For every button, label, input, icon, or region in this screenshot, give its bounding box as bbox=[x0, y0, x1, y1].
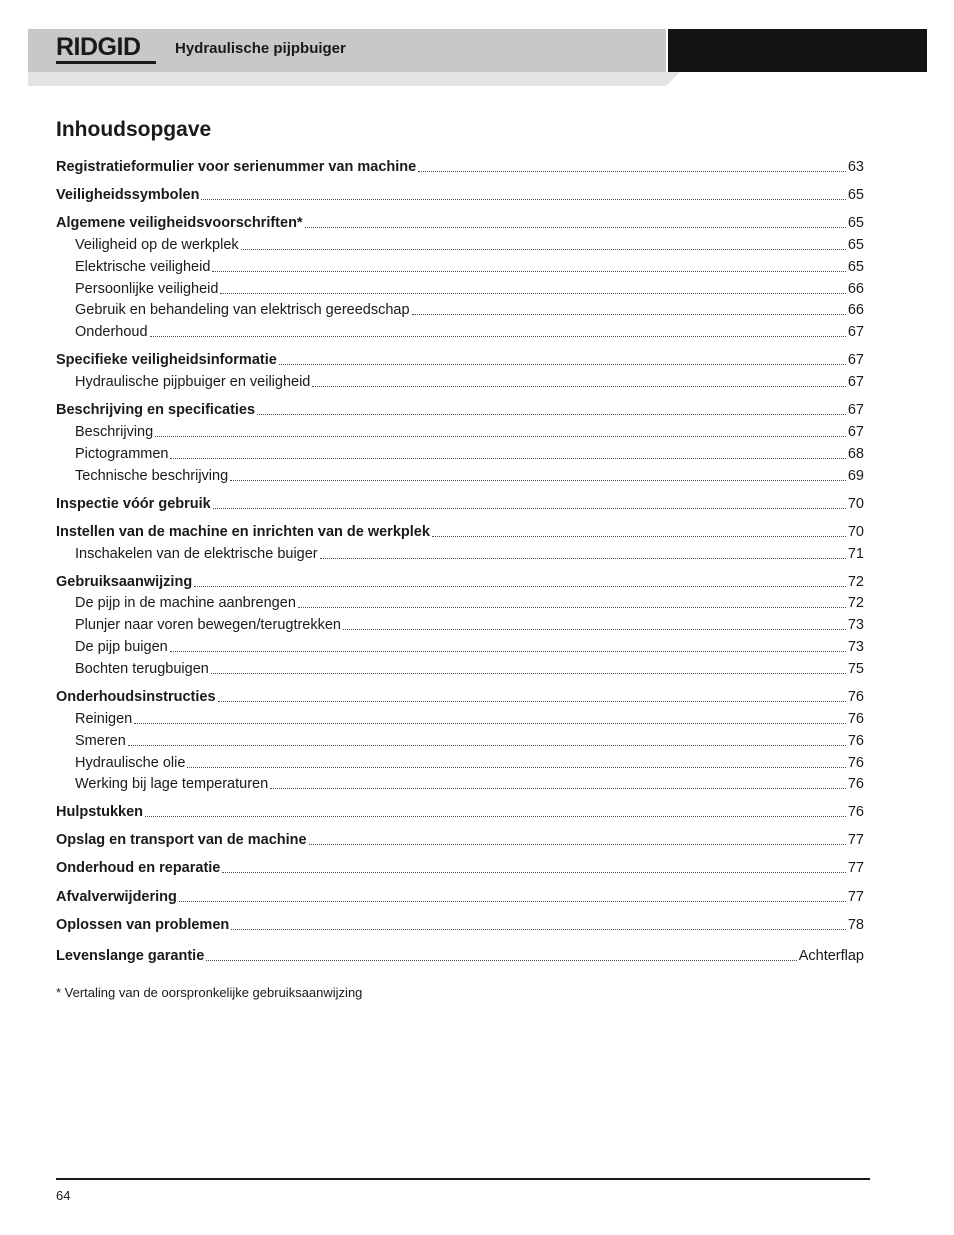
page-number: 64 bbox=[56, 1188, 71, 1203]
toc-leader-dots bbox=[145, 815, 846, 817]
toc-leader-dots bbox=[170, 650, 846, 652]
toc-entry-label: Beschrijving bbox=[75, 424, 154, 440]
toc-entry-page: 67 bbox=[847, 374, 864, 390]
toc-leader-dots bbox=[213, 507, 846, 509]
toc-subentry[interactable] bbox=[75, 444, 864, 464]
toc-subentry[interactable] bbox=[75, 593, 864, 613]
toc-entry-page: 78 bbox=[847, 917, 864, 933]
toc-entry[interactable] bbox=[56, 400, 864, 420]
toc-title: Inhoudsopgave bbox=[56, 118, 212, 141]
toc-entry-page: 76 bbox=[847, 776, 864, 792]
toc-entry-page: 71 bbox=[847, 546, 864, 562]
toc-entry[interactable] bbox=[56, 350, 864, 370]
toc-subentry[interactable] bbox=[75, 753, 864, 773]
toc-subentry[interactable] bbox=[75, 731, 864, 751]
logo-underline bbox=[56, 61, 156, 64]
toc-entry[interactable] bbox=[56, 687, 864, 707]
toc-subentry[interactable] bbox=[75, 544, 864, 564]
toc-entry-label: Veiligheid op de werkplek bbox=[75, 237, 239, 253]
toc-subentry[interactable] bbox=[75, 709, 864, 729]
toc-entry[interactable] bbox=[56, 157, 864, 177]
toc-entry[interactable] bbox=[56, 522, 864, 542]
toc-leader-dots bbox=[155, 435, 846, 437]
toc-leader-dots bbox=[418, 170, 846, 172]
toc-entry-page: 76 bbox=[847, 804, 864, 820]
toc-entry-label: Opslag en transport van de machine bbox=[56, 832, 307, 848]
toc-entry-page: 73 bbox=[847, 639, 864, 655]
toc-entry-label: Persoonlijke veiligheid bbox=[75, 281, 219, 297]
toc-subentry[interactable] bbox=[75, 615, 864, 635]
toc-subentry[interactable] bbox=[75, 322, 864, 342]
toc-entry[interactable] bbox=[56, 494, 864, 514]
toc-leader-dots bbox=[218, 700, 846, 702]
toc-entry-page: 67 bbox=[847, 424, 864, 440]
toc-entry-label: Onderhoudsinstructies bbox=[56, 689, 216, 705]
toc-entry-label: Hulpstukken bbox=[56, 804, 144, 820]
toc-leader-dots bbox=[194, 585, 846, 587]
toc-subentry[interactable] bbox=[75, 466, 864, 486]
toc-entry-page: 76 bbox=[847, 689, 864, 705]
ridgid-logo bbox=[56, 33, 160, 65]
toc-leader-dots bbox=[279, 363, 846, 365]
toc-entry[interactable] bbox=[56, 887, 864, 907]
toc-entry-label: Plunjer naar voren bewegen/terugtrekken bbox=[75, 617, 341, 633]
toc-entry-label: Werking bij lage temperaturen bbox=[75, 776, 269, 792]
toc-entry-page: 67 bbox=[847, 402, 864, 418]
toc-entry-page: 77 bbox=[847, 889, 864, 905]
toc-entry-label: Onderhoud en reparatie bbox=[56, 860, 221, 876]
toc-entry-label: Smeren bbox=[75, 733, 126, 749]
toc-entry-page: 77 bbox=[847, 832, 864, 848]
toc-entry[interactable] bbox=[56, 830, 864, 850]
toc-leader-dots bbox=[206, 959, 796, 961]
toc-leader-dots bbox=[222, 871, 845, 873]
toc-entry[interactable] bbox=[56, 185, 864, 205]
toc-entry-page: 72 bbox=[847, 595, 864, 611]
toc-leader-dots bbox=[134, 722, 846, 724]
toc-leader-dots bbox=[305, 226, 846, 228]
toc-subentry[interactable] bbox=[75, 257, 864, 277]
toc-subentry[interactable] bbox=[75, 774, 864, 794]
toc-entry-label: Technische beschrijving bbox=[75, 468, 229, 484]
toc-leader-dots bbox=[128, 744, 846, 746]
toc-entry-label: Oplossen van problemen bbox=[56, 917, 230, 933]
toc-leader-dots bbox=[211, 672, 846, 674]
toc-leader-dots bbox=[230, 479, 846, 481]
toc-entry-label: Afvalverwijdering bbox=[56, 889, 177, 905]
toc-leader-dots bbox=[432, 535, 846, 537]
toc-leader-dots bbox=[270, 787, 846, 789]
toc-entry-page: 70 bbox=[847, 524, 864, 540]
toc-entry-label: Instellen van de machine en inrichten van de werkplek bbox=[56, 524, 430, 540]
header-title: Hydraulische pijpbuiger bbox=[175, 40, 346, 57]
toc-subentry[interactable] bbox=[75, 300, 864, 320]
toc-entry-page: 76 bbox=[847, 733, 864, 749]
toc-entry[interactable] bbox=[56, 213, 864, 233]
toc-entry-label: Hydraulische olie bbox=[75, 755, 186, 771]
toc-entry-label: Inschakelen van de elektrische buiger bbox=[75, 546, 318, 562]
toc-leader-dots bbox=[201, 198, 845, 200]
toc-entry-label: Onderhoud bbox=[75, 324, 148, 340]
toc-entry-page: 73 bbox=[847, 617, 864, 633]
toc-entry-page: 67 bbox=[847, 352, 864, 368]
toc-leader-dots bbox=[187, 766, 845, 768]
toc-entry-page: 63 bbox=[847, 159, 864, 175]
toc-entry-label: De pijp in de machine aanbrengen bbox=[75, 595, 296, 611]
toc-entry-label: Veiligheidssymbolen bbox=[56, 187, 200, 203]
toc-entry-label: Reinigen bbox=[75, 711, 133, 727]
toc-entry-page: 76 bbox=[847, 711, 864, 727]
toc-leader-dots bbox=[309, 843, 846, 845]
toc-entry-label: Elektrische veiligheid bbox=[75, 259, 211, 275]
toc-entry-label: Hydraulische pijpbuiger en veiligheid bbox=[75, 374, 311, 390]
toc-leader-dots bbox=[312, 385, 845, 387]
toc-leader-dots bbox=[170, 457, 845, 459]
toc-entry[interactable] bbox=[56, 946, 864, 966]
toc-subentry[interactable] bbox=[75, 637, 864, 657]
toc-subentry[interactable] bbox=[75, 235, 864, 255]
toc-entry-page: 65 bbox=[847, 237, 864, 253]
toc-entry-label: Registratieformulier voor serienummer van machine bbox=[56, 159, 417, 175]
toc-entry[interactable] bbox=[56, 915, 864, 935]
logo-text: RIDGID bbox=[56, 33, 141, 61]
footnote: * Vertaling van de oorspronkelijke gebruiksaanwijzing bbox=[56, 985, 363, 1000]
toc-subentry[interactable] bbox=[75, 422, 864, 442]
toc-entry-page: 76 bbox=[847, 755, 864, 771]
toc-leader-dots bbox=[150, 335, 846, 337]
toc-leader-dots bbox=[241, 248, 846, 250]
toc-entry-label: Beschrijving en specificaties bbox=[56, 402, 256, 418]
footer-rule bbox=[56, 1178, 870, 1180]
toc-entry-page: Achterflap bbox=[798, 948, 864, 964]
toc-entry-page: 66 bbox=[847, 281, 864, 297]
toc-leader-dots bbox=[320, 557, 846, 559]
toc-entry-page: 65 bbox=[847, 187, 864, 203]
toc-entry-label: Specifieke veiligheidsinformatie bbox=[56, 352, 277, 368]
toc-entry-label: Gebruiksaanwijzing bbox=[56, 574, 193, 590]
toc-entry-page: 67 bbox=[847, 324, 864, 340]
toc-entry-page: 69 bbox=[847, 468, 864, 484]
toc-leader-dots bbox=[412, 313, 846, 315]
toc-entry[interactable] bbox=[56, 802, 864, 822]
toc-leader-dots bbox=[220, 292, 845, 294]
toc-leader-dots bbox=[343, 628, 846, 630]
toc-entry-page: 65 bbox=[847, 215, 864, 231]
toc-entry-label: Algemene veiligheidsvoorschriften* bbox=[56, 215, 303, 231]
toc-entry-page: 70 bbox=[847, 496, 864, 512]
toc-entry-page: 65 bbox=[847, 259, 864, 275]
toc-subentry[interactable] bbox=[75, 372, 864, 392]
toc-entry-label: De pijp buigen bbox=[75, 639, 168, 655]
toc-leader-dots bbox=[257, 413, 846, 415]
toc-entry-page: 72 bbox=[847, 574, 864, 590]
toc-leader-dots bbox=[179, 900, 846, 902]
toc-entry-label: Levenslange garantie bbox=[56, 948, 205, 964]
toc-entry-page: 66 bbox=[847, 302, 864, 318]
toc-entry-page: 68 bbox=[847, 446, 864, 462]
toc-entry[interactable] bbox=[56, 572, 864, 592]
toc-entry-label: Bochten terugbuigen bbox=[75, 661, 209, 677]
toc-leader-dots bbox=[212, 270, 845, 272]
header-shadow-edge bbox=[666, 72, 680, 86]
toc-entry-label: Inspectie vóór gebruik bbox=[56, 496, 211, 512]
toc-entry[interactable] bbox=[56, 858, 864, 878]
header-shadow bbox=[28, 72, 666, 86]
toc-leader-dots bbox=[231, 928, 846, 930]
toc-subentry[interactable] bbox=[75, 279, 864, 299]
toc-entry-label: Gebruik en behandeling van elektrisch gereedschap bbox=[75, 302, 410, 318]
toc-entry-page: 75 bbox=[847, 661, 864, 677]
toc-leader-dots bbox=[298, 606, 846, 608]
toc-entry-page: 77 bbox=[847, 860, 864, 876]
toc-subentry[interactable] bbox=[75, 659, 864, 679]
toc-entry-label: Pictogrammen bbox=[75, 446, 169, 462]
header-black-block bbox=[668, 29, 927, 72]
